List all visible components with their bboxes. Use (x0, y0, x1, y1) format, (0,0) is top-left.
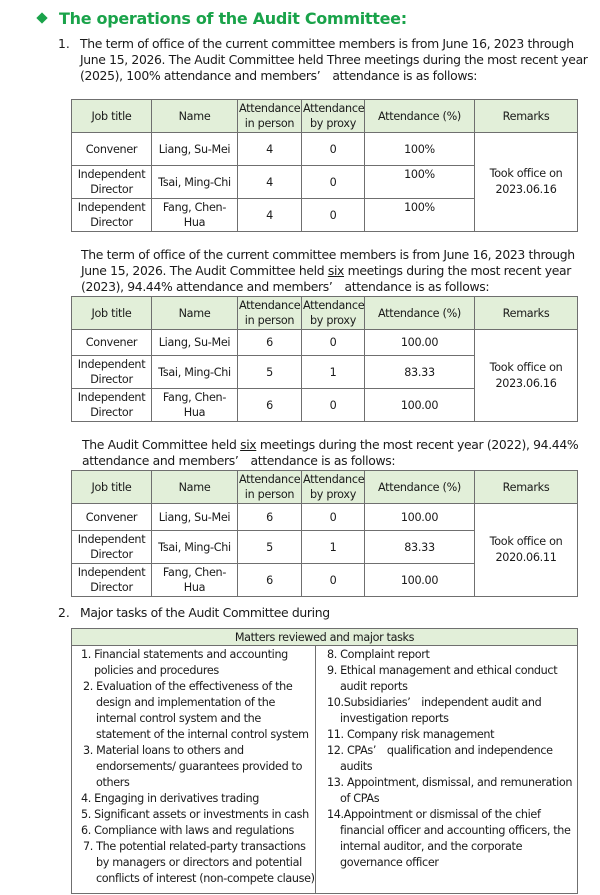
cell-percent: 100.00 (365, 504, 475, 531)
list-item: 13. Appointment, dismissal, and remuneration of CPAs (327, 776, 573, 805)
cell-percent: 100% (365, 199, 475, 232)
list-item: 5. Significant assets or investments in cash (81, 808, 309, 821)
list-item: 11. Company risk management (327, 728, 495, 741)
cell-name: Liang, Su-Mei (152, 133, 238, 166)
header-percent: Attendance (%) (365, 297, 475, 330)
table-header-row (72, 629, 578, 646)
cell-by-proxy: 0 (302, 564, 365, 597)
cell-by-proxy: 0 (302, 199, 365, 232)
header-percent: Attendance (%) (365, 471, 475, 504)
table-row (72, 330, 578, 356)
cell-percent: 83.33 (365, 356, 475, 389)
cell-in-person: 6 (238, 504, 302, 531)
list-item: 4. Engaging in derivatives trading (81, 792, 259, 805)
cell-in-person: 5 (238, 356, 302, 389)
intro-2025-line1: The term of office of the current committee members is from June 16, 2023 through (80, 36, 574, 51)
cell-job-title: Independent Director (72, 389, 152, 422)
header-job-title: Job title (72, 297, 152, 330)
list-item: 8. Complaint report (327, 648, 430, 661)
cell-by-proxy: 0 (302, 504, 365, 531)
list-item: 12. CPAs’ qualification and independence audits (327, 744, 553, 773)
list-item: 9. Ethical management and ethical conduct audit reports (327, 664, 558, 693)
cell-in-person: 4 (238, 199, 302, 232)
header-job-title: Job title (72, 100, 152, 133)
cell-by-proxy: 1 (302, 531, 365, 564)
intro-2023-line3: (2023), 94.44% attendance and members’ attendance is as follows: (81, 279, 490, 294)
header-percent: Attendance (%) (365, 100, 475, 133)
header-matters-reviewed: Matters reviewed and major tasks (72, 629, 578, 646)
header-name: Name (152, 471, 238, 504)
cell-percent: 100.00 (365, 389, 475, 422)
cell-in-person: 4 (238, 166, 302, 199)
cell-remarks: Took office on 2023.06.16 (475, 133, 578, 232)
section-heading (36, 6, 407, 30)
cell-in-person: 6 (238, 564, 302, 597)
table-row (72, 646, 578, 894)
table-header-row (72, 100, 578, 133)
header-by-proxy: Attendance by proxy (302, 297, 365, 330)
cell-name: Fang, Chen- Hua (152, 199, 238, 232)
intro-2022-line1: The Audit Committee held six meetings during the most recent year (2022), 94.44% (82, 437, 579, 452)
cell-by-proxy: 1 (302, 356, 365, 389)
intro-2022-line2: attendance and members’ attendance is as follows: (82, 453, 396, 468)
attendance-table-2023 (71, 296, 578, 422)
header-by-proxy: Attendance by proxy (302, 471, 365, 504)
tasks-right-column (316, 646, 578, 894)
list-item: 6. Compliance with laws and regulations (81, 824, 295, 837)
cell-by-proxy: 0 (302, 389, 365, 422)
intro-2025 (80, 36, 590, 84)
cell-job-title: Convener (72, 133, 152, 166)
header-by-proxy: Attendance by proxy (302, 100, 365, 133)
cell-remarks: Took office on 2020.06.11 (475, 504, 578, 597)
header-in-person: Attendance in person (238, 297, 302, 330)
table-header-row (72, 297, 578, 330)
intro-2025-line2: June 15, 2026. The Audit Committee held Three meetings during the most recent year (80, 52, 588, 67)
cell-in-person: 6 (238, 330, 302, 356)
cell-percent: 100% (365, 133, 475, 166)
tasks-left-column (72, 646, 316, 894)
list-item: 10.Subsidiaries’ independent audit and investigation reports (327, 696, 542, 725)
cell-job-title: Convener (72, 504, 152, 531)
cell-job-title: Independent Director (72, 166, 152, 199)
intro-2023-line1: The term of office of the current committee members is from June 16, 2023 through (81, 247, 575, 262)
header-name: Name (152, 100, 238, 133)
cell-name: Tsai, Ming-Chi (152, 356, 238, 389)
section-2-title: Major tasks of the Audit Committee during (80, 605, 330, 620)
cell-by-proxy: 0 (302, 166, 365, 199)
cell-in-person: 4 (238, 133, 302, 166)
header-job-title: Job title (72, 471, 152, 504)
cell-remarks: Took office on 2023.06.16 (475, 330, 578, 422)
section-2-number: 2. (58, 605, 70, 620)
cell-name: Liang, Su-Mei (152, 504, 238, 531)
diamond-bullet-icon (36, 12, 47, 23)
list-item: 14.Appointment or dismissal of the chief financial officer and accounting officers, the internal auditor, and the corporate governance officer (327, 808, 571, 869)
cell-percent: 100% (365, 166, 475, 199)
cell-job-title: Independent Director (72, 199, 152, 232)
intro-2023 (81, 247, 591, 295)
list-item: 2. Evaluation of the effectiveness of the design and implementation of the internal control system and the statement of the internal control system (83, 680, 309, 741)
cell-percent: 100.00 (365, 564, 475, 597)
cell-job-title: Independent Director (72, 531, 152, 564)
cell-name: Liang, Su-Mei (152, 330, 238, 356)
list-item: 7. The potential related-party transactions by managers or directors and potential conflicts of interest (non-compete clause) (83, 840, 315, 885)
heading-title: The operations of the Audit Committee: (59, 8, 407, 28)
cell-name: Tsai, Ming-Chi (152, 166, 238, 199)
cell-in-person: 5 (238, 531, 302, 564)
header-in-person: Attendance in person (238, 471, 302, 504)
cell-percent: 100.00 (365, 330, 475, 356)
cell-name: Fang, Chen- Hua (152, 564, 238, 597)
list-item: 1. Financial statements and accounting policies and procedures (81, 648, 288, 677)
table-header-row (72, 471, 578, 504)
header-remarks: Remarks (475, 297, 578, 330)
intro-2023-line2: June 15, 2026. The Audit Committee held six meetings during the most recent year (81, 263, 572, 278)
cell-in-person: 6 (238, 389, 302, 422)
cell-job-title: Independent Director (72, 564, 152, 597)
table-row (72, 133, 578, 166)
cell-job-title: Independent Director (72, 356, 152, 389)
section-1-number: 1. (58, 36, 70, 51)
cell-percent: 83.33 (365, 531, 475, 564)
attendance-table-2022 (71, 470, 578, 597)
cell-name: Fang, Chen- Hua (152, 389, 238, 422)
intro-2022 (82, 437, 592, 469)
list-item: 3. Material loans to others and endorsements/ guarantees provided to others (83, 744, 303, 789)
cell-name: Tsai, Ming-Chi (152, 531, 238, 564)
cell-by-proxy: 0 (302, 330, 365, 356)
header-in-person: Attendance in person (238, 100, 302, 133)
header-remarks: Remarks (475, 100, 578, 133)
major-tasks-table (71, 628, 578, 894)
table-row (72, 504, 578, 531)
intro-2025-line3: (2025), 100% attendance and members’ attendance is as follows: (80, 68, 478, 83)
cell-job-title: Convener (72, 330, 152, 356)
cell-by-proxy: 0 (302, 133, 365, 166)
header-remarks: Remarks (475, 471, 578, 504)
attendance-table-2025 (71, 99, 578, 232)
header-name: Name (152, 297, 238, 330)
